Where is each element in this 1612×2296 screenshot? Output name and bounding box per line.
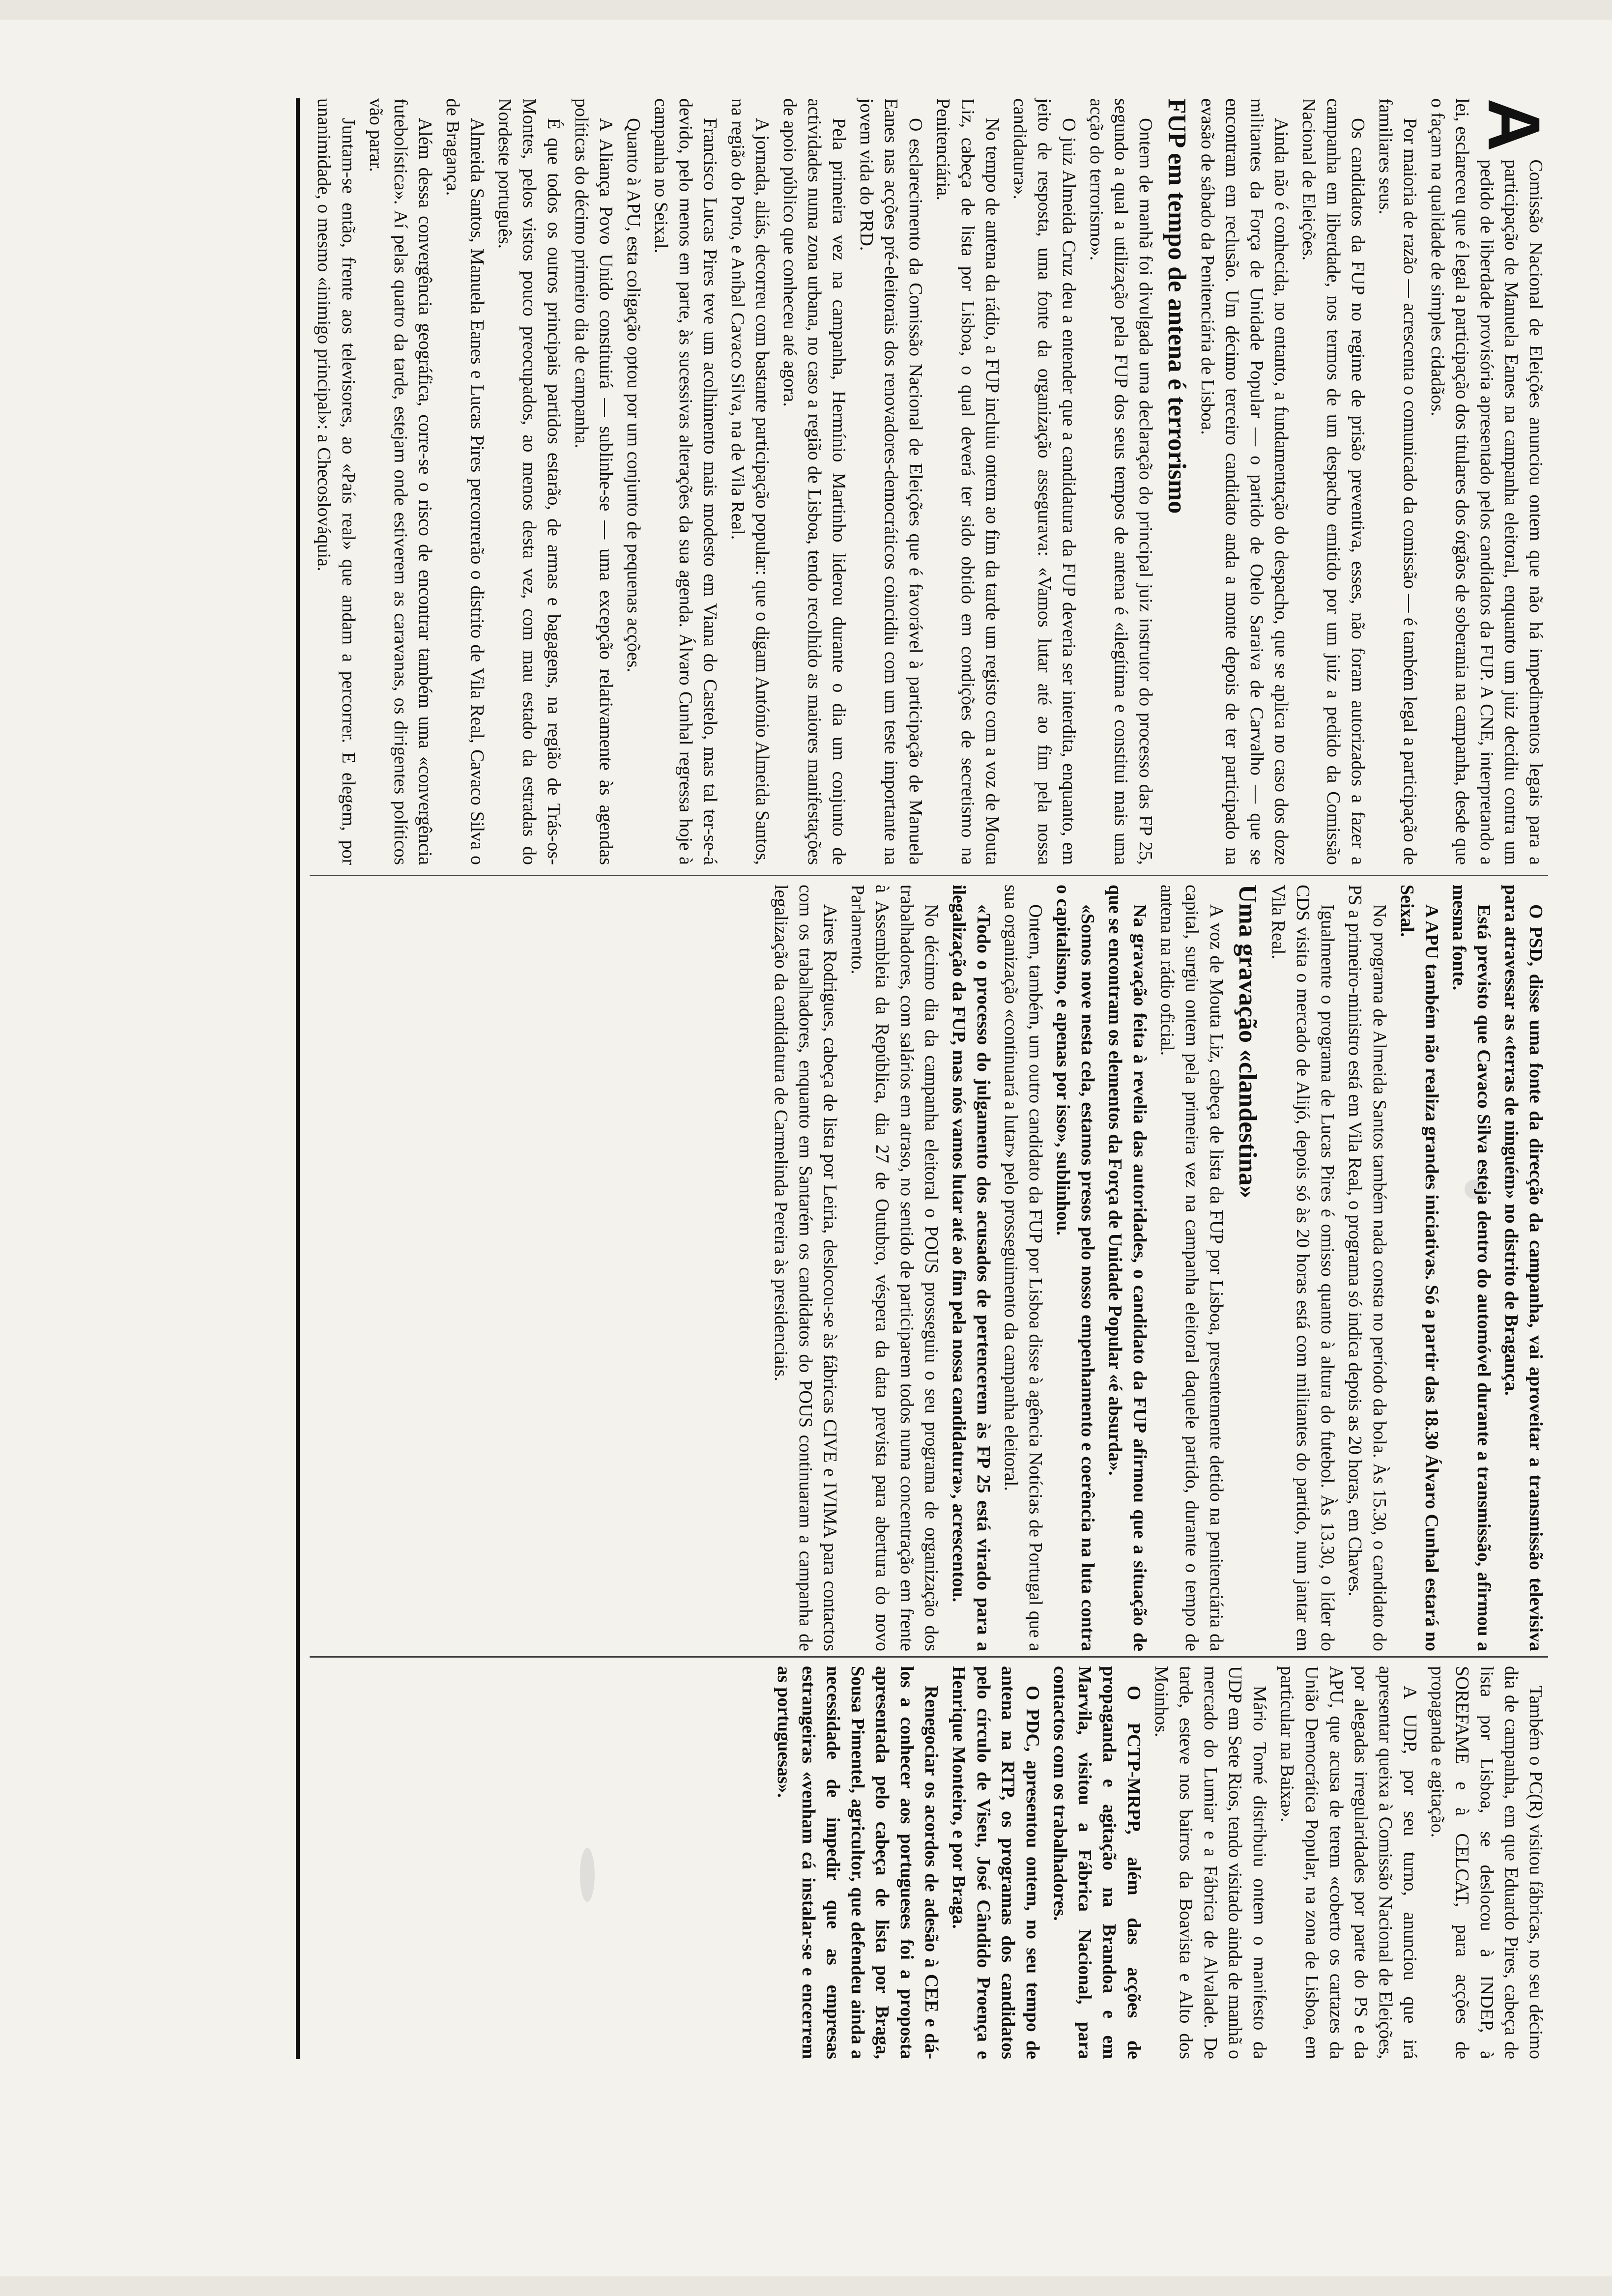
- scan-edge-bottom: [0, 2276, 1612, 2296]
- article-column-left: [309, 98, 1555, 865]
- column-divider: [310, 1656, 1548, 1658]
- section-heading: FUP em tempo de antena é terrorismo: [1163, 98, 1191, 514]
- paragraph: Comissão Nacional de Eleições anunciou ontem que não há impedimentos legais para a participação de Manuela Eanes na campanha eleitoral, enquanto um juiz decidiu contra um pedido de liberdade provisória apresentado pelos candidatos da FUP. A CNE, interpretando a lei, esclareceu que é legal a participação dos titulares dos órgãos de soberania na campanha, desde que o façam na qualidade de simples cidadãos.: [1427, 98, 1546, 865]
- paragraph: Aires Rodrigues, cabeça de lista por Leiria, deslocou-se às fábricas CIVE e IVIMA para contactos com os trabalhadores, enquanto em Santarém os candidatos do POUS continuaram a campanha de legalização da candidatura de Carmelinda Pereira às presidenciais.: [771, 885, 840, 1651]
- paragraph: «Somos nove nesta cela, estamos presos pelo nosso empenhamento e coerência na luta contra o capitalismo, e apenas por isso», sublinhou.: [1053, 885, 1098, 1651]
- column-divider: [310, 875, 1548, 876]
- paragraph: Ainda não é conhecida, no entanto, a fundamentação do despacho, que se aplica no caso dos doze militantes da Força de Unidade Popular — o partido de Otelo Saraiva de Carvalho — que se encontram em reclusão. Um décimo terceiro candidato anda a monte depois de ter participado na evasão de sábado da Penitenciária de Lisboa.: [1197, 98, 1292, 865]
- paragraph: No programa de Almeida Santos também nada consta no período da bola. Às 15.30, o candidato do PS a primeiro-ministro está em Vila Real, o programa só indica depois as 20 horas, em Chaves.: [1345, 885, 1390, 1651]
- paragraph: Além dessa convergência geográfica, corre-se o risco de encontrar também uma «convergência futebolística». Aí pelas quatro da tarde, estejam onde estiverem as caravanas, os dirigentes políticos vão parar.: [366, 98, 435, 865]
- paragraph: «Todo o processo do julgamento dos acusados de pertencerem às FP 25 está virado para a ilegalização da FUP, mas nós vamos lutar até ao fim pela nossa candidatura», acrescentou.: [949, 885, 994, 1651]
- paragraph: Pela primeira vez na campanha, Hermínio Martinho liderou durante o dia um conjunto de actividades numa zona urbana, no caso a região de Lisboa, tendo recolhido as maiores manifestações de apoio público que conheceu até agora.: [779, 98, 849, 865]
- paragraph: O PSD, disse uma fonte da direcção da campanha, vai aproveitar a transmissão televisiva para atravessar as «terras de ninguém» no distrito de Bragança.: [1501, 885, 1546, 1651]
- article-end-rule: [296, 98, 300, 2059]
- paragraph: Ontem, também, um outro candidato da FUP por Lisboa disse à agência Notícias de Portugal que a sua organização «continuará a lutar» pelo prosseguimento da campanha eleitoral.: [1001, 885, 1046, 1651]
- drop-cap: A: [1473, 98, 1555, 152]
- paragraph: Juntam-se então, frente aos televisores, ao «País real» que andam a percorrer. E elegem, por unanimidade, o mesmo «inimigo principal»: a Checoslováquia.: [314, 98, 359, 865]
- paragraph: Igualmente o programa de Lucas Pires é omisso quanto à altura do futebol. Às 13.30, o líder do CDS visita o mercado de Alijó, depois só às 20 horas está com militantes do partido, num jantar em Vila Real.: [1268, 885, 1338, 1651]
- paragraph: Renegociar os acordos de adesão à CEE e dá-los a conhecer aos portugueses foi a proposta apresentada pelo cabeça de lista por Braga, Sousa Pimentel, agricultor, que defendeu ainda a necessidade de impedir que as empresas estrangeiras «venham cá instalar-se e encerrem as portuguesas».: [774, 1666, 942, 2059]
- article-column-far-right: [769, 1666, 1548, 2059]
- paragraph: O PDC, apresentou ontem, no seu tempo de antena na RTP, os programas dos candidatos pelo círculo de Viseu, José Cândido Proença e Henrique Monteiro, e por Braga.: [949, 1666, 1043, 2059]
- paragraph: Quanto à APU, esta coligação optou por um conjunto de pequenas acções.: [623, 118, 644, 673]
- paragraph: Mário Tomé distribuiu ontem o manifesto da UDP em Sete Rios, tendo visitado ainda de manhã o mercado do Lumiar e a Fábrica de Alvalade. De tarde, esteve nos bairros da Boavista e Alto dos Moinhos.: [1151, 1666, 1270, 2059]
- paragraph: Os candidatos da FUP no regime de prisão preventiva, esses, não foram autorizados a fazer a campanha em liberdade, nos termos de um despacho emitido por um juiz a pedido da Comissão Nacional de Eleições.: [1298, 98, 1368, 865]
- paragraph: A APU também não realiza grandes iniciativas. Só a partir das 18.30 Álvaro Cunhal estará no Seixal.: [1397, 885, 1442, 1651]
- paragraph: O PCTP-MRPP, além das acções de propaganda e agitação na Brandoa e em Marvila, visitou a Fábrica Nacional, para contactos com os trabalhadores.: [1050, 1666, 1144, 2059]
- paragraph: Na gravação feita à revelia das autoridades, o candidato da FUP afirmou que a situação de que se encontram os elementos da Força de Unidade Popular «é absurda».: [1105, 885, 1150, 1651]
- paragraph: É que todos os outros principais partidos estarão, de armas e bagagens, na região de Trás-os-Montes, pelos vistos pouco preocupados, ao menos desta vez, com mau estado da estradas do Nordeste português.: [494, 98, 564, 865]
- paragraph: Também o PC(R) visitou fábricas, no seu décimo dia de campanha, em que Eduardo Pires, cabeça de lista por Lisboa, se deslocou à INDEP, à SOREFAME e à CELCAT, para acções de propaganda e agitação.: [1427, 1666, 1546, 2059]
- paragraph: Por maioria de razão — acrescenta o comunicado da comissão — é também legal a participação de familiares seus.: [1375, 98, 1420, 865]
- paragraph: No décimo dia da campanha eleitoral o POUS prosseguiu o seu programa de organização dos trabalhadores, com salários em atraso, no sentido de participarem todos numa concentração em frente à Assembleia da República, dia 27 de Outubro, véspera da data prevista para abertura do novo Parlamento.: [847, 885, 942, 1651]
- paragraph: Ontem de manhã foi divulgada uma declaração do principal juiz instrutor do processo das FP 25, segundo a qual a utilização pela FUP dos seus tempos de antena é «ilegítima e constitui mais uma acção do terrorismo».: [1086, 98, 1156, 865]
- paragraph: No tempo de antena da rádio, a FUP incluiu ontem ao fim da tarde um registo com a voz de Mouta Liz, cabeça de lista por Lisboa, o qual deverá ter sido obtido em condições de secretismo na Penitenciária.: [933, 98, 1003, 865]
- paragraph: A jornada, aliás, decorreu com bastante participação popular: que o digam António Almeida Santos, na região do Porto, e Aníbal Cavaco Silva, na de Vila Real.: [727, 98, 773, 865]
- paragraph: A Aliança Povo Unido constituirá — sublinhe-se — uma excepção relativamente às agendas políticas do décimo primeiro dia de campanha.: [571, 98, 616, 865]
- paragraph: A voz de Mouta Liz, cabeça de lista da FUP por Lisboa, presentemente detido na penitenciária da capital, surgiu ontem pela primeira vez na campanha eleitoral daquele partido, durante o tempo de antena na rádio oficial.: [1157, 885, 1227, 1651]
- section-heading: Uma gravação «clandestina»: [1234, 885, 1262, 1199]
- paragraph: A UDP, por seu turno, anunciou que irá apresentar queixa à Comissão Nacional de Eleições, por alegadas irregularidades por parte do PS e da APU, que acusa de terem «coberto os cartazes da União Democrática Popular, na zona de Lisboa, em particular na Baixa».: [1277, 1666, 1420, 2059]
- scan-edge-top: [0, 0, 1612, 20]
- paragraph: O juiz Almeida Cruz deu a entender que a candidatura da FUP deveria ser interdita, enquanto, em jeito de resposta, uma fonte da organização assegurava: «Vamos lutar até ao fim pela nossa candidatura».: [1009, 98, 1079, 865]
- paragraph: O esclarecimento da Comissão Nacional de Eleições que é favorável à participação de Manuela Eanes nas acções pré-eleitorais dos renovadores-democráticos coincidiu com um teste importante na jovem vida do PRD.: [856, 98, 926, 865]
- paragraph: Francisco Lucas Pires teve um acolhimento mais modesto em Viana do Castelo, mas tal ter-se-á devido, pelo menos em parte, às sucessivas alterações da sua agenda. Álvaro Cunhal regressa hoje à campanha no Seixal.: [651, 98, 720, 865]
- paragraph: Está previsto que Cavaco Silva esteja dentro do automóvel durante a transmissão, afirmou a mesma fonte.: [1449, 885, 1494, 1651]
- newspaper-article: [295, 98, 1555, 2064]
- paragraph: Almeida Santos, Manuela Eanes e Lucas Pires percorrerão o distrito de Vila Real, Cavaco Silva o de Bragança.: [442, 98, 488, 865]
- article-column-right: [766, 885, 1548, 1651]
